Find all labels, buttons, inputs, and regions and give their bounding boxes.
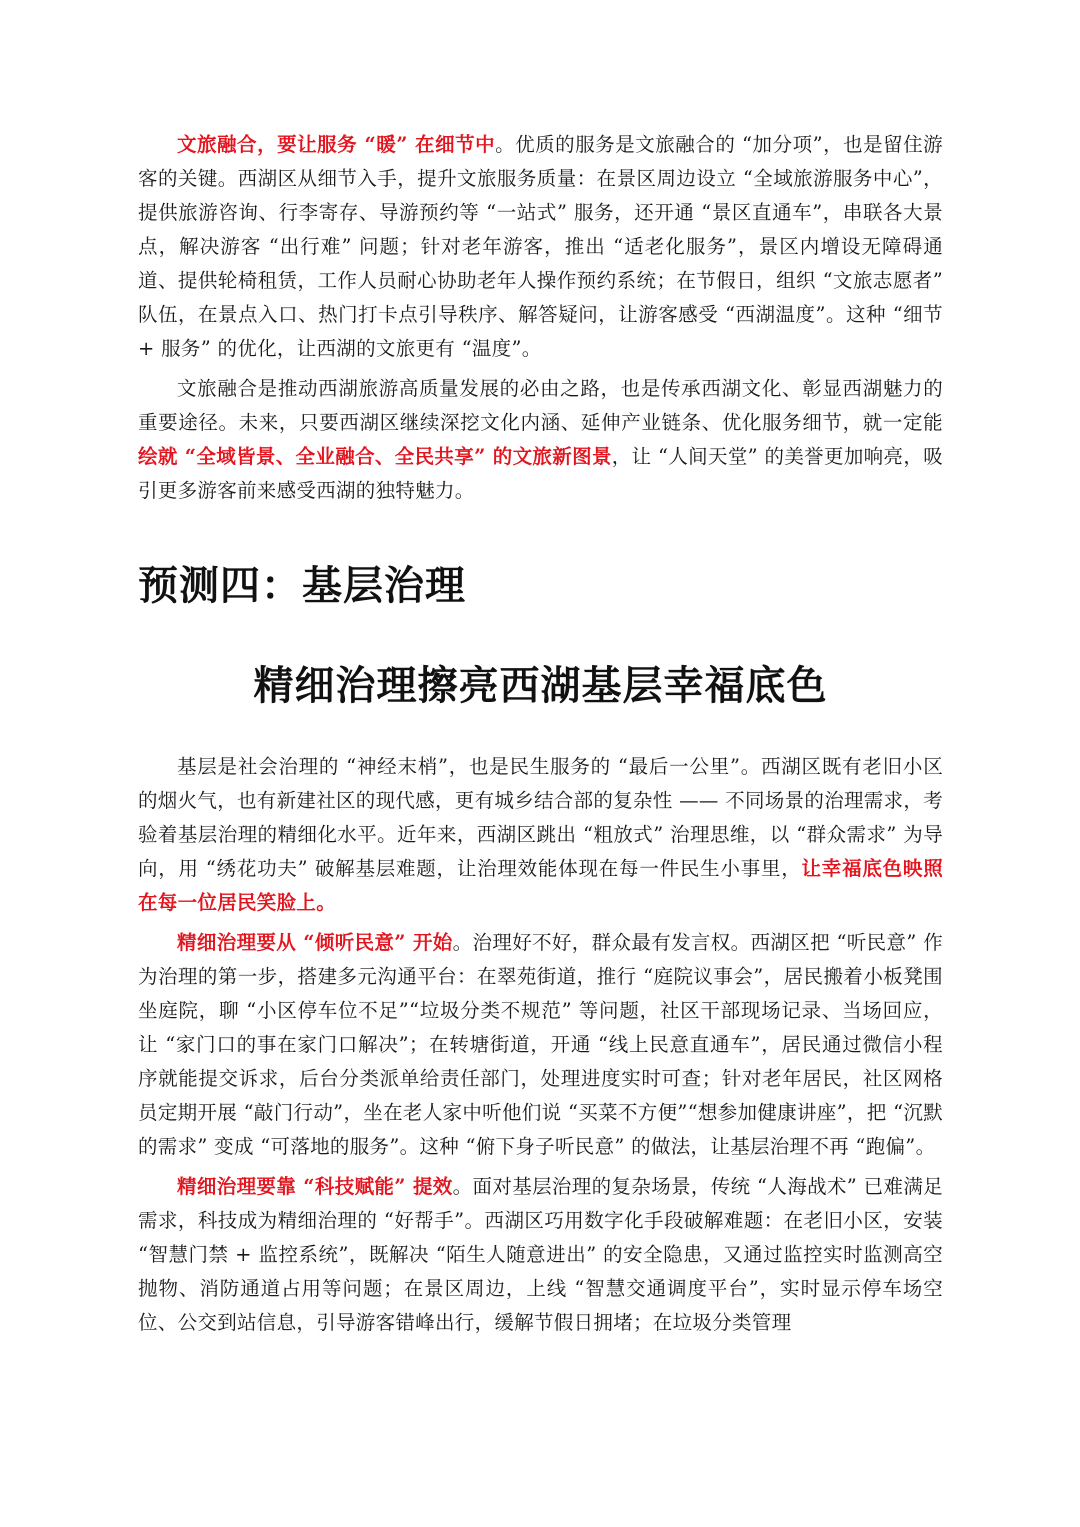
- section-heading: 预测四：基层治理: [138, 563, 466, 609]
- paragraph-lead-highlight: 精细治理要靠 “科技赋能” 提效: [177, 1175, 453, 1198]
- paragraph-intro: [138, 750, 943, 920]
- paragraph-body: 。优质的服务是文旅融合的 “加分项”，也是留住游客的关键。西湖区从细节入手，提升文旅服务质量：在景区周边设立 “全域旅游服务中心”，提供旅游咨询、行李寄存、导游预约等 “一站式” 服务，还开通 “景区直通车”，串联各大景点，解决游客 “出行难” 问题；针对老年游客，推出 “适老化服务”，景区内增设无障碍通道、提供轮椅租赁，工作人员耐心协助老年人操作预约系统；在节假日，组织 “文旅志愿者” 队伍，在景点入口、热门打卡点引导秩序、解答疑问，让游客感受 “西湖温度”。这种 “细节 + 服务” 的优化，让西湖的文旅更有 “温度”。: [138, 133, 943, 360]
- paragraph-conclusion: [138, 372, 943, 508]
- paragraph-service-details: [138, 128, 943, 366]
- paragraph-body: ，让 “人间天堂” 的美誉更加响亮，吸引更多游客前来感受西湖的独特魅力。: [138, 445, 943, 502]
- paragraph-body: 。面对基层治理的复杂场景，传统 “人海战术” 已难满足需求，科技成为精细治理的 “好帮手”。西湖区巧用数字化手段破解难题：在老旧小区，安装 “智慧门禁 + 监控系统”，既解决 “陌生人随意进出” 的安全隐患，又通过监控实时监测高空抛物、消防通道占用等问题；在景区周边，上线 “智慧交通调度平台”，实时显示停车场空位、公交到站信息，引导游客错峰出行，缓解节假日拥堵；在垃圾分类管理: [138, 1175, 943, 1334]
- paragraph-body: 基层是社会治理的 “神经末梢”，也是民生服务的 “最后一公里”。西湖区既有老旧小区的烟火气，也有新建社区的现代感，更有城乡结合部的复杂性 —— 不同场景的治理需求，考验着基层治理的精细化水平。近年来，西湖区跳出 “粗放式” 治理思维，以 “群众需求” 为导向，用 “绣花功夫” 破解基层难题，让治理效能体现在每一件民生小事里，: [138, 755, 943, 880]
- paragraph-inline-highlight: 绘就 “全域皆景、全业融合、全民共享” 的文旅新图景: [138, 445, 612, 468]
- paragraph-inline-highlight: 让幸福底色映照在每一位居民笑脸上。: [138, 857, 943, 914]
- paragraph-body: 文旅融合是推动西湖旅游高质量发展的必由之路，也是传承西湖文化、彰显西湖魅力的重要途径。未来，只要西湖区继续深挖文化内涵、延伸产业链条、优化服务细节，就一定能: [138, 377, 943, 434]
- paragraph-lead-highlight: 文旅融合，要让服务 “暖” 在细节中: [177, 133, 496, 156]
- article-title: 精细治理擦亮西湖基层幸福底色: [253, 663, 828, 709]
- paragraph-lead-highlight: 精细治理要从 “倾听民意” 开始: [177, 931, 453, 954]
- paragraph-tech-empower: [138, 1170, 943, 1340]
- paragraph-listen-opinion: [138, 926, 943, 1164]
- paragraph-body: 。治理好不好，群众最有发言权。西湖区把 “听民意” 作为治理的第一步，搭建多元沟通平台：在翠苑街道，推行 “庭院议事会”，居民搬着小板凳围坐庭院，聊 “小区停车位不足”“垃圾分类不规范” 等问题，社区干部现场记录、当场回应，让 “家门口的事在家门口解决”；在转塘街道，开通 “线上民意直通车”，居民通过微信小程序就能提交诉求，后台分类派单给责任部门，处理进度实时可查；针对老年居民，社区网格员定期开展 “敲门行动”，坐在老人家中听他们说 “买菜不方便”“想参加健康讲座”，把 “沉默的需求” 变成 “可落地的服务”。这种 “俯下身子听民意” 的做法，让基层治理不再 “跑偏”。: [138, 931, 943, 1158]
